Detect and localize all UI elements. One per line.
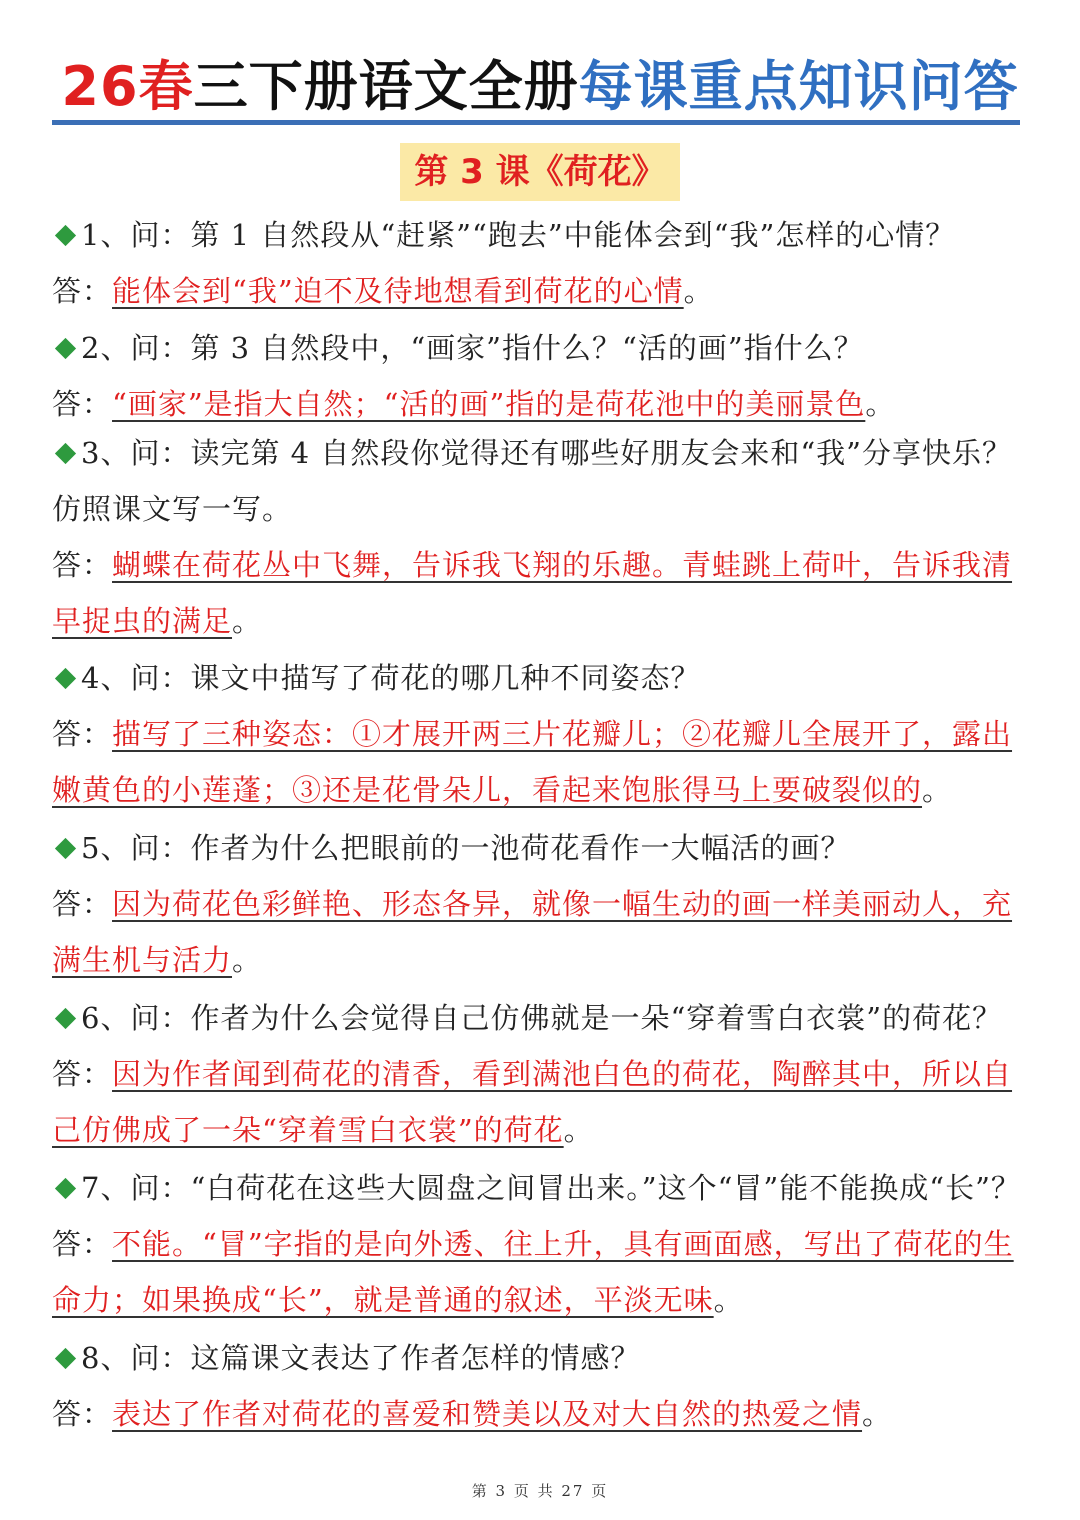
answer: 答：能体会到“我”迫不及待地想看到荷花的心情。 [52,274,714,308]
question: 3、问：读完第 4 自然段你觉得还有哪些好朋友会来和“我”分享快乐？仿照课文写一写。 [52,436,1012,526]
question: 4、问：课文中描写了荷花的哪几种不同姿态？ [52,650,1028,706]
title-topic: 每课重点知识问答 [578,55,1019,118]
question: 5、问：作者为什么把眼前的一池荷花看作一大幅活的画？ [52,820,1028,876]
qa-item-6 [52,990,1028,1158]
qa-item-7 [52,1160,1028,1328]
diamond-bullet-icon [55,668,76,689]
diamond-bullet-icon [55,1008,76,1029]
page-number: 第 3 页 共 27 页 [471,1482,609,1500]
question: 1、问：第 1 自然段从“赶紧”“跑去”中能体会到“我”怎样的心情？ [52,207,1028,263]
title-divider [52,120,1020,125]
answer: 答：表达了作者对荷花的喜爱和赞美以及对大自然的热爱之情。 [52,1397,893,1431]
qa-item-8 [52,1330,1028,1442]
answer: 答：蝴蝶在荷花丛中飞舞，告诉我飞翔的乐趣。青蛙跳上荷叶，告诉我清早捉虫的满足。 [52,548,1013,638]
page-title [0,52,1080,122]
diamond-bullet-icon [55,225,76,246]
question: 2、问：第 3 自然段中，“画家”指什么？“活的画”指什么？ [52,320,1028,376]
diamond-bullet-icon [55,338,76,359]
answer: 答：因为荷花色彩鲜艳、形态各异，就像一幅生动的画一样美丽动人，充满生机与活力。 [52,887,1013,977]
question: 7、问：“白荷花在这些大圆盘之间冒出来。”这个“冒”能不能换成“长”？ [52,1160,1028,1216]
diamond-bullet-icon [55,1178,76,1199]
answer: 答：描写了三种姿态：①才展开两三片花瓣儿；②花瓣儿全展开了，露出嫩黄色的小莲蓬；③还是花骨朵儿，看起来饱胀得马上要破裂似的。 [52,717,1013,807]
question: 6、问：作者为什么会觉得自己仿佛就是一朵“穿着雪白衣裳”的荷花？ [52,990,1028,1046]
lesson-heading: 第 3 课《荷花》 [400,143,680,201]
title-year: 26春 [61,55,194,118]
diamond-bullet-icon [55,1348,76,1369]
answer: 答：因为作者闻到荷花的清香，看到满池白色的荷花，陶醉其中，所以自己仿佛成了一朵“穿着雪白衣裳”的荷花。 [52,1057,1013,1147]
answer: 答：“画家”是指大自然；“活的画”指的是荷花池中的美丽景色。 [52,387,896,421]
qa-item-2 [52,320,1028,432]
question: 8、问：这篇课文表达了作者怎样的情感？ [52,1330,1028,1386]
answer: 答：不能。“冒”字指的是向外透、往上升，具有画面感，写出了荷花的生命力；如果换成“长”，就是普通的叙述，平淡无味。 [52,1227,1014,1317]
diamond-bullet-icon [55,443,76,464]
qa-item-1 [52,207,1028,319]
qa-item-4 [52,650,1028,818]
qa-item-5 [52,820,1028,988]
diamond-bullet-icon [55,838,76,859]
title-subject: 三下册语文全册 [193,55,579,118]
qa-item-3 [52,425,1028,649]
